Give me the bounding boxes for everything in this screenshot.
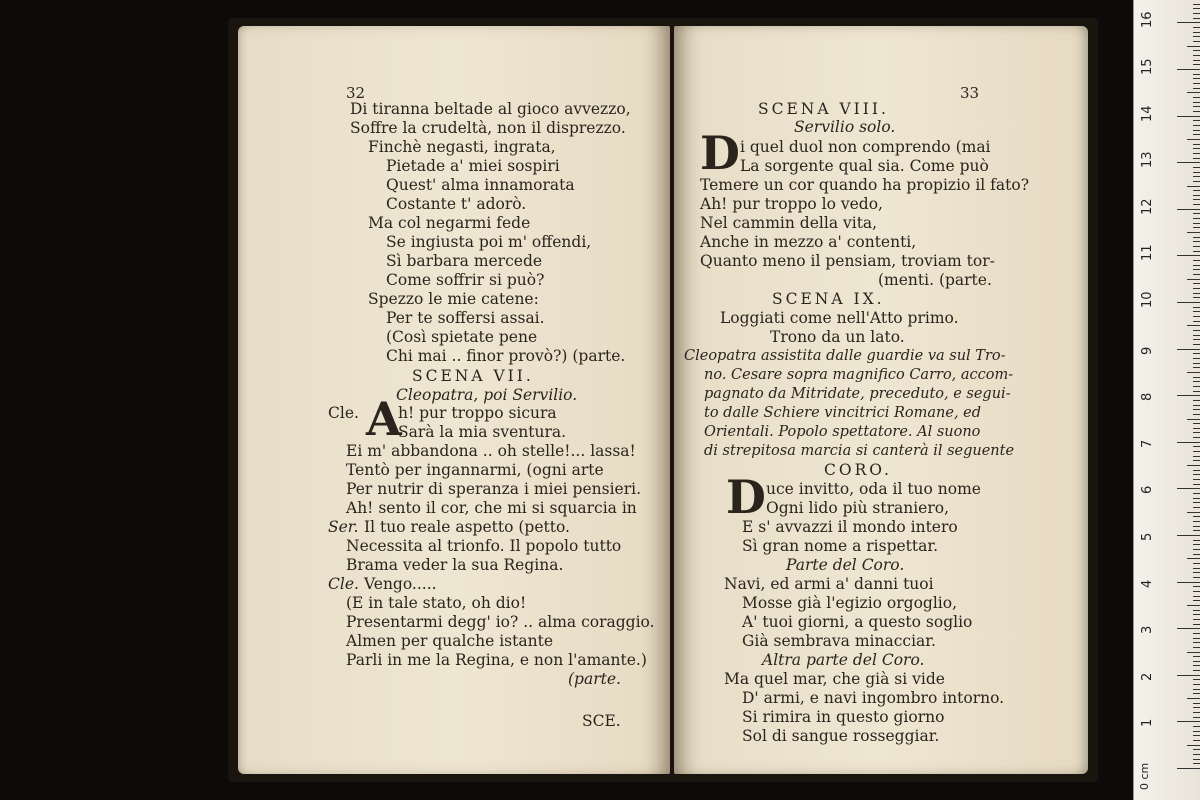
verse-line: Di tiranna beltade al gioco avvezzo,	[350, 100, 631, 118]
drop-cap: A	[366, 392, 402, 446]
verse-line: Tentò per ingannarmi, (ogni arte	[346, 461, 604, 479]
ruler-tick	[1177, 116, 1200, 117]
ruler-tick	[1193, 749, 1200, 750]
verse-line: Necessita al trionfo. Il popolo tutto	[346, 537, 622, 555]
ruler-tick	[1193, 707, 1200, 708]
ruler-number: 1	[1140, 719, 1155, 728]
ruler-tick	[1193, 409, 1200, 410]
ruler-tick	[1193, 265, 1200, 266]
scene-heading: SCENA VII.	[412, 367, 534, 385]
ruler-tick	[1193, 591, 1200, 592]
verse-line: Brama veder la sua Regina.	[346, 556, 564, 574]
ruler-tick	[1193, 460, 1200, 461]
ruler-tick	[1193, 363, 1200, 364]
verse-line: Parli in me la Regina, e non l'amante.)	[346, 651, 647, 669]
ruler-tick	[1193, 367, 1200, 368]
ruler-tick	[1193, 498, 1200, 499]
ruler-number: 15	[1140, 58, 1155, 75]
ruler-tick	[1193, 227, 1200, 228]
ruler-tick	[1193, 763, 1200, 764]
scene-cast: Cleopatra, poi Servilio.	[396, 386, 578, 404]
ruler-tick	[1193, 754, 1200, 755]
verse-line: Ah! sento il cor, che mi si squarcia in	[346, 499, 637, 517]
ruler-tick	[1193, 577, 1200, 578]
ruler-tick	[1193, 130, 1200, 131]
ruler-tick	[1187, 46, 1200, 47]
ruler-tick	[1193, 633, 1200, 634]
ruler-tick	[1177, 22, 1200, 23]
ruler-tick	[1187, 232, 1200, 233]
ruler-tick	[1193, 237, 1200, 238]
page-number: 32	[346, 84, 366, 102]
part-label: Altra parte del Coro.	[762, 651, 925, 669]
ruler-tick	[1193, 88, 1200, 89]
ruler-tick	[1193, 530, 1200, 531]
ruler-tick	[1193, 619, 1200, 620]
ruler-tick	[1193, 526, 1200, 527]
ruler-number: 6	[1140, 486, 1155, 495]
speaker-label: Ser.	[328, 518, 359, 536]
verse-line: Vengo.....	[364, 575, 437, 593]
ruler-tick	[1193, 474, 1200, 475]
ruler-tick	[1193, 740, 1200, 741]
ruler-tick	[1193, 703, 1200, 704]
ruler-tick	[1187, 372, 1200, 373]
ruler-tick	[1193, 586, 1200, 587]
ruler-tick	[1193, 549, 1200, 550]
verse-line: Pietade a' miei sospiri	[386, 157, 560, 175]
speaker-label: Cle.	[328, 575, 359, 593]
ruler-tick	[1177, 395, 1200, 396]
ruler-tick	[1177, 255, 1200, 256]
ruler-tick	[1177, 349, 1200, 350]
scene-heading: SCENA VIII.	[758, 100, 889, 118]
ruler-number: 12	[1140, 198, 1155, 215]
ruler-tick	[1193, 540, 1200, 541]
verse-line: Ma col negarmi fede	[368, 214, 531, 232]
ruler-tick	[1193, 293, 1200, 294]
ruler-tick	[1193, 199, 1200, 200]
ruler-number: 4	[1140, 579, 1155, 588]
verse-line: Quest' alma innamorata	[386, 176, 575, 194]
ruler-number: 2	[1140, 672, 1155, 681]
ruler-tick	[1193, 554, 1200, 555]
scene-cast: Servilio solo.	[794, 118, 896, 136]
ruler-tick	[1193, 638, 1200, 639]
ruler-tick	[1193, 321, 1200, 322]
ruler-tick	[1193, 311, 1200, 312]
verse-line: (menti. (parte.	[878, 271, 992, 289]
ruler-number: 3	[1140, 625, 1155, 635]
ruler-tick	[1193, 726, 1200, 727]
verse-line: Anche in mezzo a' contenti,	[700, 233, 917, 251]
ruler-tick	[1193, 190, 1200, 191]
ruler-tick	[1187, 605, 1200, 606]
ruler-tick	[1193, 41, 1200, 42]
verse-line: La sorgente qual sia. Come può	[740, 157, 989, 175]
ruler-tick	[1193, 27, 1200, 28]
verse-line: Spezzo le mie catene:	[368, 290, 539, 308]
verse-line: Ei m' abbandona .. oh stelle!... lassa!	[346, 442, 636, 460]
scene-heading: SCENA IX.	[772, 290, 885, 308]
ruler-number: 9	[1140, 346, 1155, 355]
ruler-tick	[1193, 172, 1200, 173]
ruler-tick	[1187, 419, 1200, 420]
ruler-tick	[1193, 437, 1200, 438]
ruler-tick	[1187, 465, 1200, 466]
ruler-tick	[1193, 502, 1200, 503]
ruler-tick	[1193, 405, 1200, 406]
ruler-tick	[1193, 344, 1200, 345]
ruler-tick	[1193, 670, 1200, 671]
verse-line: Presentarmi degg' io? .. alma coraggio.	[346, 613, 655, 631]
verse-line: Soffre la crudeltà, non il disprezzo.	[350, 119, 626, 137]
ruler-tick	[1177, 302, 1200, 303]
verse-line: Per te soffersi assai.	[386, 309, 545, 327]
ruler-tick	[1193, 642, 1200, 643]
ruler-tick	[1193, 470, 1200, 471]
ruler-tick	[1193, 213, 1200, 214]
ruler-tick	[1177, 162, 1200, 163]
ruler-tick	[1193, 111, 1200, 112]
ruler-number: 11	[1140, 244, 1155, 262]
verse-line: Temere un cor quando ha propizio il fato?	[700, 176, 1030, 194]
ruler-tick	[1193, 144, 1200, 145]
ruler-tick	[1193, 446, 1200, 447]
catchword: SCE.	[582, 712, 621, 730]
verse-line: Sì gran nome a rispettar.	[742, 537, 939, 555]
ruler-tick	[1177, 628, 1200, 629]
ruler-tick	[1193, 647, 1200, 648]
ruler-tick	[1193, 684, 1200, 685]
verse-line: Ah! pur troppo lo vedo,	[700, 195, 883, 213]
verse-line: Già sembrava minacciar.	[742, 632, 936, 650]
ruler-tick	[1193, 759, 1200, 760]
ruler-tick	[1193, 339, 1200, 340]
ruler-tick	[1193, 97, 1200, 98]
ruler-tick	[1193, 13, 1200, 14]
ruler-tick	[1187, 512, 1200, 513]
ruler-tick	[1193, 656, 1200, 657]
ruler-tick	[1193, 391, 1200, 392]
ruler-tick	[1187, 558, 1200, 559]
coro-heading: CORO.	[824, 461, 892, 479]
ruler-tick	[1193, 316, 1200, 317]
verse-line: (E in tale stato, oh dio!	[346, 594, 527, 612]
verse-line: Quanto meno il pensiam, troviam tor-	[700, 252, 995, 270]
verse-line: uce invitto, oda il tuo nome	[766, 480, 981, 498]
ruler-tick	[1193, 572, 1200, 573]
left-page	[238, 26, 670, 774]
verse-line: Si rimira in questo giorno	[742, 708, 945, 726]
measuring-ruler	[1133, 0, 1200, 800]
ruler-tick	[1193, 735, 1200, 736]
verse-line: Chi mai .. finor provò?) (parte.	[386, 347, 626, 365]
verse-line: Il tuo reale aspetto (petto.	[364, 518, 570, 536]
stage-direction: no. Cesare sopra magnifico Carro, accom-	[704, 367, 1014, 383]
ruler-tick	[1193, 158, 1200, 159]
ruler-tick	[1187, 139, 1200, 140]
verse-line: h! pur troppo sicura	[398, 404, 557, 422]
ruler-tick	[1177, 721, 1200, 722]
ruler-tick	[1193, 568, 1200, 569]
verse-line: Costante t' adorò.	[386, 195, 527, 213]
ruler-tick	[1193, 297, 1200, 298]
verse-line: Ma quel mar, che già si vide	[724, 670, 945, 688]
ruler-tick	[1193, 661, 1200, 662]
ruler-tick	[1193, 260, 1200, 261]
ruler-tick	[1193, 167, 1200, 168]
stage-direction: di strepitosa marcia si canterà il seguente	[704, 443, 1015, 459]
part-label: Parte del Coro.	[786, 556, 905, 574]
ruler-tick	[1193, 195, 1200, 196]
ruler-tick	[1193, 624, 1200, 625]
verse-line: Navi, ed armi a' danni tuoi	[724, 575, 934, 593]
verse-line: Mosse già l'egizio orgoglio,	[742, 594, 958, 612]
drop-cap: D	[700, 126, 740, 180]
ruler-tick	[1187, 698, 1200, 699]
ruler-tick	[1193, 381, 1200, 382]
ruler-tick	[1187, 92, 1200, 93]
ruler-tick	[1193, 223, 1200, 224]
ruler-tick	[1193, 563, 1200, 564]
ruler-tick	[1193, 8, 1200, 9]
ruler-number: 7	[1140, 439, 1155, 448]
ruler-number: 8	[1140, 392, 1155, 402]
open-book	[228, 18, 1098, 782]
ruler-tick	[1193, 335, 1200, 336]
ruler-tick	[1193, 693, 1200, 694]
ruler-tick	[1193, 451, 1200, 452]
ruler-tick	[1193, 596, 1200, 597]
ruler-tick	[1193, 456, 1200, 457]
setting-line: Trono da un lato.	[770, 328, 905, 346]
ruler-tick	[1193, 521, 1200, 522]
ruler-tick	[1193, 288, 1200, 289]
ruler-tick	[1193, 241, 1200, 242]
drop-cap: D	[726, 470, 766, 524]
ruler-tick	[1193, 269, 1200, 270]
ruler-tick	[1177, 442, 1200, 443]
ruler-number: 16	[1140, 11, 1155, 29]
ruler-tick	[1193, 493, 1200, 494]
ruler-tick	[1193, 665, 1200, 666]
ruler-tick	[1193, 358, 1200, 359]
stage-direction: to dalle Schiere vincitrici Romane, ed	[704, 405, 982, 421]
ruler-tick	[1193, 60, 1200, 61]
ruler-tick	[1193, 614, 1200, 615]
stage-direction: Orientali. Popolo spettatore. Al suono	[704, 424, 981, 440]
ruler-tick	[1193, 50, 1200, 51]
ruler-number: 14	[1140, 105, 1155, 122]
ruler-tick	[1193, 432, 1200, 433]
ruler-tick	[1193, 246, 1200, 247]
ruler-tick	[1187, 186, 1200, 187]
ruler-tick	[1187, 279, 1200, 280]
verse-line: Almen per qualche istante	[346, 632, 553, 650]
ruler-tick	[1193, 679, 1200, 680]
ruler-number: 5	[1140, 532, 1155, 541]
verse-line: Se ingiusta poi m' offendi,	[386, 233, 592, 251]
verse-line: Ogni lido più straniero,	[766, 499, 949, 517]
verse-line: Sì barbara mercede	[386, 252, 543, 270]
ruler-tick	[1193, 78, 1200, 79]
ruler-tick	[1193, 32, 1200, 33]
ruler-tick	[1193, 153, 1200, 154]
ruler-tick	[1193, 125, 1200, 126]
ruler-tick	[1177, 488, 1200, 489]
ruler-tick	[1193, 428, 1200, 429]
verse-line: D' armi, e navi ingombro intorno.	[742, 689, 1005, 707]
verse-line: Finchè negasti, ingrata,	[368, 138, 556, 156]
ruler-tick	[1193, 204, 1200, 205]
ruler-tick	[1177, 209, 1200, 210]
ruler-tick	[1177, 582, 1200, 583]
ruler-tick	[1177, 675, 1200, 676]
ruler-tick	[1193, 218, 1200, 219]
ruler-tick	[1177, 768, 1200, 769]
speaker-label: Cle.	[328, 404, 359, 422]
ruler-tick	[1193, 386, 1200, 387]
ruler-tick	[1193, 55, 1200, 56]
ruler-tick	[1193, 106, 1200, 107]
ruler-tick	[1177, 535, 1200, 536]
verse-line: i quel duol non comprendo (mai	[740, 138, 991, 156]
ruler-tick	[1193, 717, 1200, 718]
ruler-tick	[1193, 120, 1200, 121]
ruler-tick	[1193, 148, 1200, 149]
ruler-tick	[1187, 745, 1200, 746]
ruler-tick	[1187, 652, 1200, 653]
ruler-tick	[1193, 274, 1200, 275]
stage-direction: Cleopatra assistita dalle guardie va sul Tro-	[684, 348, 1006, 364]
ruler-tick	[1193, 18, 1200, 19]
verse-line: (Così spietate pene	[386, 328, 538, 346]
ruler-number: 10	[1140, 291, 1155, 308]
ruler-tick	[1193, 516, 1200, 517]
ruler-tick	[1193, 610, 1200, 611]
verse-line: Sol di sangue rosseggiar.	[742, 727, 940, 745]
ruler-tick	[1193, 479, 1200, 480]
verse-line: A' tuoi giorni, a questo soglio	[742, 613, 973, 631]
stage-direction: (parte.	[568, 670, 621, 688]
ruler-tick	[1193, 544, 1200, 545]
ruler-tick	[1193, 251, 1200, 252]
ruler-tick	[1193, 414, 1200, 415]
ruler-tick	[1193, 181, 1200, 182]
ruler-tick	[1193, 712, 1200, 713]
ruler-tick	[1193, 484, 1200, 485]
ruler-tick	[1177, 69, 1200, 70]
ruler-tick	[1193, 36, 1200, 37]
verse-line: E s' avvazzi il mondo intero	[742, 518, 958, 536]
verse-line: Sarà la mia sventura.	[398, 423, 567, 441]
ruler-tick	[1193, 4, 1200, 5]
ruler-tick	[1193, 731, 1200, 732]
ruler-tick	[1193, 74, 1200, 75]
ruler-unit-label: 0 cm	[1138, 762, 1151, 790]
ruler-tick	[1193, 353, 1200, 354]
setting-line: Loggiati come nell'Atto primo.	[720, 309, 959, 327]
ruler-tick	[1193, 134, 1200, 135]
ruler-tick	[1193, 307, 1200, 308]
ruler-tick	[1193, 83, 1200, 84]
stage-direction: pagnato da Mitridate, preceduto, e segui-	[704, 386, 1011, 402]
ruler-tick	[1193, 330, 1200, 331]
verse-line: Per nutrir di speranza i miei pensieri.	[346, 480, 642, 498]
ruler-tick	[1193, 689, 1200, 690]
ruler-tick	[1193, 283, 1200, 284]
ruler-tick	[1193, 423, 1200, 424]
ruler-tick	[1193, 507, 1200, 508]
ruler-tick	[1193, 400, 1200, 401]
ruler-tick	[1193, 64, 1200, 65]
ruler-tick	[1193, 176, 1200, 177]
ruler-number: 13	[1140, 151, 1155, 169]
ruler-tick	[1193, 102, 1200, 103]
verse-line: Come soffrir si può?	[386, 271, 545, 289]
right-page	[674, 26, 1088, 774]
ruler-tick	[1193, 377, 1200, 378]
verse-line: Nel cammin della vita,	[700, 214, 878, 232]
ruler-tick	[1193, 600, 1200, 601]
page-number: 33	[960, 84, 980, 102]
ruler-tick	[1187, 325, 1200, 326]
